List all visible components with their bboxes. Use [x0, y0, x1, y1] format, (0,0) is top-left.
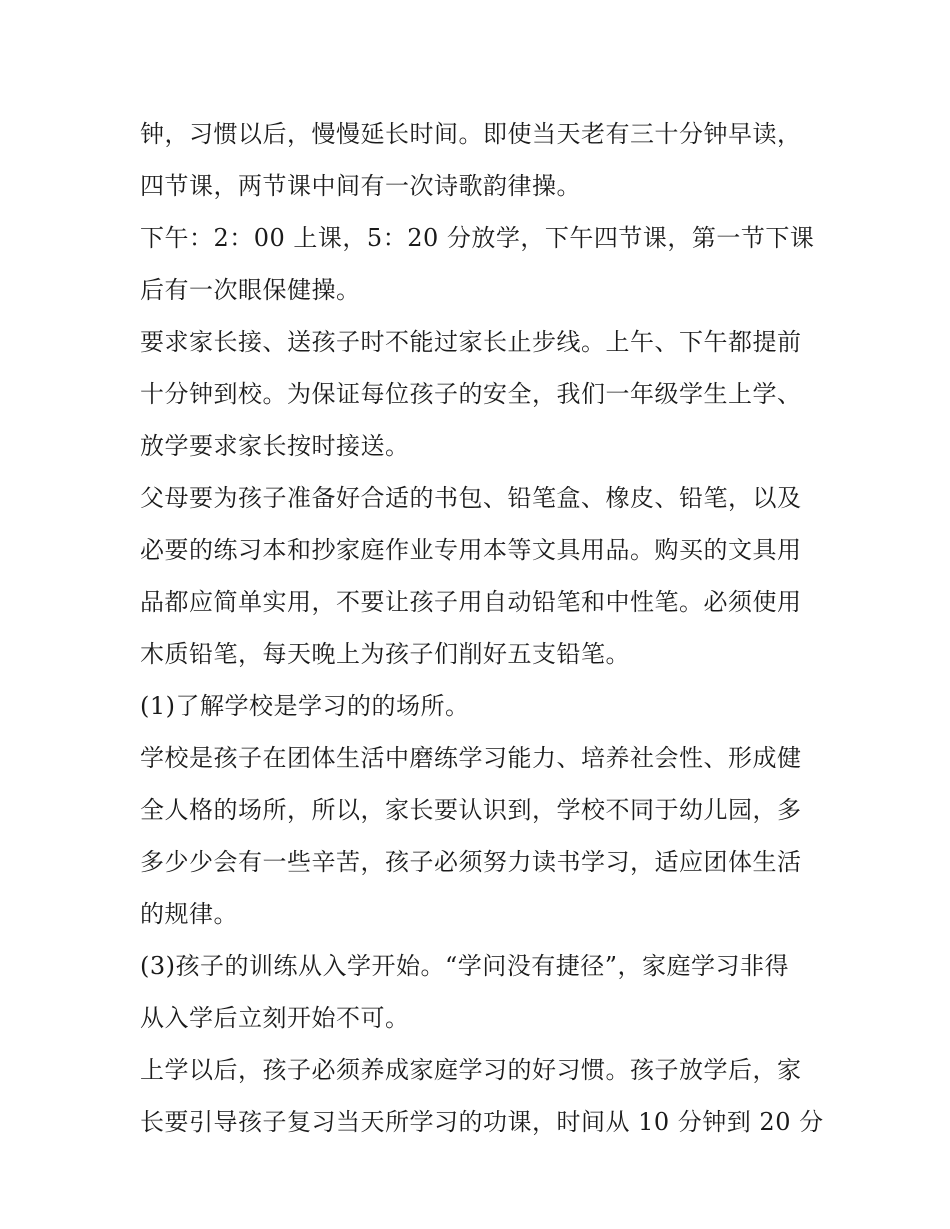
text-line: (1)了解学校是学习的的场所。 — [140, 692, 470, 720]
text-line: 多少少会有一些辛苦，孩子必须努力读书学习，适应团体生活 — [140, 848, 802, 876]
text-line: 木质铅笔，每天晚上为孩子们削好五支铅笔。 — [140, 640, 630, 668]
text-line: 长要引导孩子复习当天所学习的功课，时间从 10 分钟到 20 分 — [140, 1108, 824, 1136]
text-line: 后有一次眼保健操。 — [140, 276, 361, 304]
text-line: 必要的练习本和抄家庭作业专用本等文具用品。购买的文具用 — [140, 536, 802, 564]
text-line: 下午：2：00 上课，5：20 分放学，下午四节课，第一节下课 — [140, 224, 815, 252]
text-line: 全人格的场所，所以，家长要认识到，学校不同于幼儿园，多 — [140, 796, 802, 824]
text-line: 学校是孩子在团体生活中磨练学习能力、培养社会性、形成健 — [140, 744, 802, 772]
text-line: 从入学后立刻开始不可。 — [140, 1004, 410, 1032]
text-line: (3)孩子的训练从入学开始。“学问没有捷径”，家庭学习非得 — [140, 952, 790, 980]
text-line: 十分钟到校。为保证每位孩子的安全，我们一年级学生上学、 — [140, 380, 802, 408]
text-line: 钟，习惯以后，慢慢延长时间。即使当天老有三十分钟早读， — [140, 120, 802, 148]
text-line: 父母要为孩子准备好合适的书包、铅笔盒、橡皮、铅笔，以及 — [140, 484, 802, 512]
text-line: 的规律。 — [140, 900, 238, 928]
text-line: 上学以后，孩子必须养成家庭学习的好习惯。孩子放学后，家 — [140, 1056, 802, 1084]
text-line: 要求家长接、送孩子时不能过家长止步线。上午、下午都提前 — [140, 328, 802, 356]
text-line: 放学要求家长按时接送。 — [140, 432, 410, 460]
text-line: 品都应简单实用，不要让孩子用自动铅笔和中性笔。必须使用 — [140, 588, 802, 616]
text-line: 四节课，两节课中间有一次诗歌韵律操。 — [140, 172, 581, 200]
document-body — [140, 108, 824, 1148]
